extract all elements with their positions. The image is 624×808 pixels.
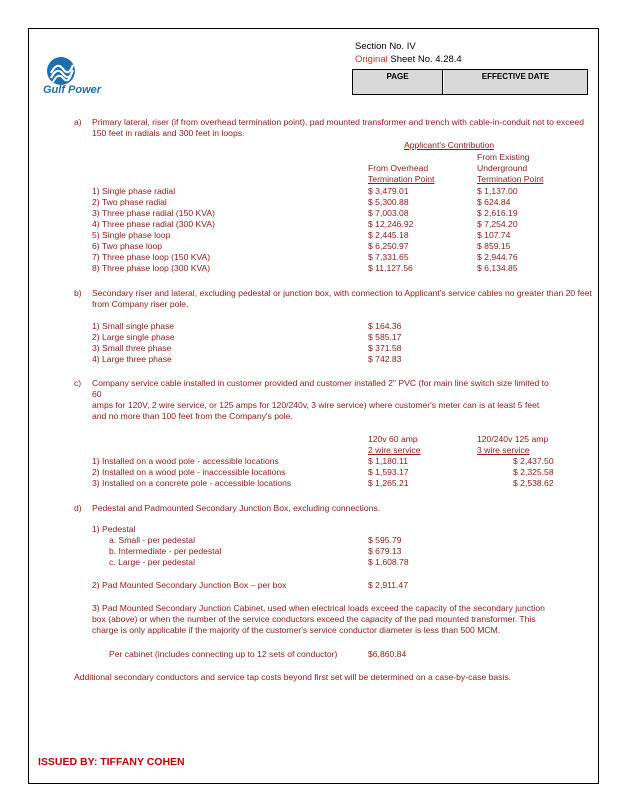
section-number: Section No. IV: [355, 41, 416, 52]
list-item: a. Small - per pedestal: [109, 535, 195, 545]
pedestal-title: 1) Pedestal: [92, 524, 136, 534]
list-item-value: $ 679.13: [368, 546, 402, 556]
a-col2-line1: From Existing: [477, 152, 530, 162]
table-row: 7) Three phase loop (150 KVA): [92, 252, 211, 262]
list-item-value: $ 595.79: [368, 535, 402, 545]
c-col1-line1: 120v 60 amp: [368, 434, 418, 444]
table-cell: $ 12,246.92: [368, 219, 414, 229]
table-cell: $ 2,944.76: [477, 252, 518, 262]
issued-by: ISSUED BY: TIFFANY COHEN: [38, 756, 185, 768]
c-col2-line1: 120/240v 125 amp: [477, 434, 549, 444]
list-item: 1) Small single phase: [92, 321, 175, 331]
per-cabinet-label: Per cabinet (includes connecting up to 12 sets of conductor): [109, 649, 338, 659]
list-item: 3) Small three phase: [92, 343, 172, 353]
c-col1-line2: 2 wire service: [368, 445, 421, 455]
section-b-text: Secondary riser and lateral, excluding pedestal or junction box, with connection to Applicant's service cables no greater than 20 feet from Company riser pole.: [92, 288, 592, 310]
section-c-line3: amps for 120V, 2 wire service, or 125 amps for 120/240v, 3 wire service) where customer's meter can is at least 5 feet: [92, 400, 540, 410]
sheet-number: [355, 54, 462, 65]
table-cell: $ 624.84: [477, 197, 511, 207]
company-name: Gulf Power: [43, 84, 102, 96]
section-c-line4: and no more than 100 feet from the Company's pole.: [92, 411, 293, 421]
table-row: 2) Two phase radial: [92, 197, 167, 207]
table-row: 2) Installed on a wood pole - inaccessible locations: [92, 467, 286, 477]
table-cell: $ 5,300.88: [368, 197, 409, 207]
page-label: PAGE: [353, 70, 443, 94]
table-cell: $ 2,325.58: [513, 467, 554, 477]
table-cell: $ 3,479.01: [368, 186, 409, 196]
list-item-value: $ 371.58: [368, 343, 402, 353]
per-cabinet-value: $6,860.84: [368, 649, 407, 659]
table-cell: $ 2,538.62: [513, 478, 554, 488]
a-col1-line1: From Overhead: [368, 163, 429, 173]
table-cell: $ 7,254.20: [477, 219, 518, 229]
table-row: 1) Single phase radial: [92, 186, 176, 196]
table-row: 5) Single phase loop: [92, 230, 171, 240]
footer-note: Additional secondary conductors and service tap costs beyond first set will be determined on a case-by-case basis.: [74, 672, 512, 682]
section-c-line1: Company service cable installed in customer provided and customer installed 2" PVC (for main line switch size limited to: [92, 378, 549, 388]
table-cell: $ 11,127.56: [368, 263, 413, 273]
table-row: 3) Installed on a concrete pole - accessible locations: [92, 478, 292, 488]
table-cell: $ 1,137.00: [477, 186, 518, 196]
table-row: 1) Installed on a wood pole - accessible locations: [92, 456, 279, 466]
sheet-prefix: Original: [355, 54, 388, 65]
list-item-value: $ 1,608.78: [368, 557, 409, 567]
table-row: 3) Three phase radial (150 KVA): [92, 208, 215, 218]
table-cell: $ 2,437.50: [513, 456, 554, 466]
table-row: 6) Two phase loop: [92, 241, 163, 251]
section-d-letter: d): [74, 503, 82, 513]
table-cell: $ 6,134.85: [477, 263, 518, 273]
table-cell: $ 6,250.97: [368, 241, 409, 251]
pad-box-value: $ 2,911.47: [368, 580, 408, 590]
page-effective-table: [352, 69, 588, 95]
list-item: 2) Large single phase: [92, 332, 175, 342]
section-c-line2: 60: [92, 389, 102, 399]
a-col2-line2: Underground: [477, 163, 528, 173]
table-cell: $ 1,593.17: [368, 467, 409, 477]
a-col2-line3: Termination Point: [477, 174, 544, 184]
pad-box-label: 2) Pad Mounted Secondary Junction Box – per box: [92, 580, 287, 590]
section-b-letter: b): [74, 288, 82, 298]
list-item-value: $ 742.83: [368, 354, 402, 364]
cabinet-line2: box (above) or when the number of the service conductors exceed the capacity of the pad mounted transformer. This: [92, 614, 536, 624]
list-item: b. Intermediate - per pedestal: [109, 546, 222, 556]
table-cell: $ 107.74: [477, 230, 511, 240]
cabinet-line1: 3) Pad Mounted Secondary Junction Cabinet, used when electrical loads exceed the capacity of the secondary junction: [92, 603, 545, 613]
list-item: 4) Large three phase: [92, 354, 172, 364]
table-cell: $ 2,616.19: [477, 208, 518, 218]
contribution-header: Applicant's Contribution: [404, 140, 495, 150]
c-col2-line2: 3 wire service: [477, 445, 530, 455]
table-cell: $ 7,003.08: [368, 208, 409, 218]
a-col1-line2: Termination Point: [368, 174, 435, 184]
gulf-power-logo-icon: [41, 51, 151, 111]
table-row: 8) Three phase loop (300 KVA): [92, 263, 211, 273]
table-cell: $ 1,265.21: [368, 478, 409, 488]
tariff-sheet: [28, 28, 599, 784]
sheet-rest: Sheet No. 4.28.4: [387, 54, 462, 65]
table-cell: $ 859.15: [477, 241, 511, 251]
section-a-text: Primary lateral, riser (if from overhead termination point), pad mounted transformer and trench with cable-in-conduit not to exceed 150 feet in radials and 300 feet in loops.: [92, 117, 584, 139]
section-c-letter: c): [74, 378, 82, 388]
table-cell: $ 2,445.18: [368, 230, 409, 240]
section-d-text: Pedestal and Padmounted Secondary Junction Box, excluding connections.: [92, 503, 381, 513]
table-cell: $ 7,331.65: [368, 252, 409, 262]
list-item-value: $ 585.17: [368, 332, 402, 342]
table-cell: $ 1,180.11: [368, 456, 408, 466]
cabinet-line3: charge is only applicable if the majority of the customer's service conductor diameter is less than 500 MCM.: [92, 625, 501, 635]
list-item-value: $ 164.36: [368, 321, 402, 331]
list-item: c. Large - per pedestal: [109, 557, 195, 567]
table-row: 4) Three phase radial (300 KVA): [92, 219, 215, 229]
section-a-letter: a): [74, 117, 82, 127]
effective-date-label: EFFECTIVE DATE: [444, 70, 587, 94]
